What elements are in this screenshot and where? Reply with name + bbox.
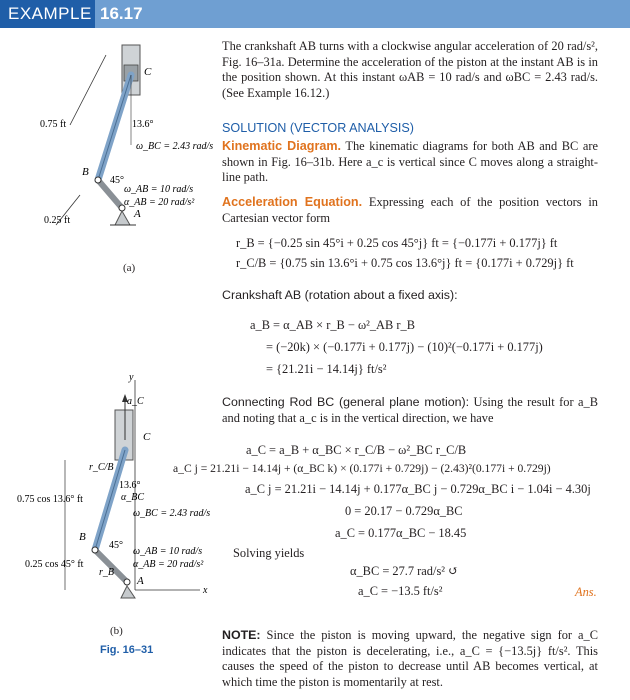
rod-heading: Connecting Rod BC (general plane motion): — [222, 395, 470, 409]
a-label-len-bc: 0.75 ft — [40, 119, 67, 130]
kinematic-heading: Kinematic Diagram. — [222, 139, 342, 153]
eq-rCB: r_C/B = {0.75 sin 13.6°i + 0.75 cos 13.6°j} ft = {0.177i + 0.729j} ft — [236, 256, 574, 270]
a-label-alpha-ab: α_AB = 20 rad/s² — [124, 197, 195, 208]
b-label-dim2: 0.25 cos 45° ft — [25, 559, 84, 570]
a-label-len-ab: 0.25 ft — [44, 215, 71, 226]
example-tag: EXAMPLE — [0, 0, 95, 28]
answer-mark: Ans. — [575, 585, 597, 599]
eq-aC-1: a_C = a_B + α_BC × r_C/B − ω²_BC r_C/B — [246, 443, 467, 457]
acceleration-text: Expressing each of the position vectors in Cartesian vector form — [222, 195, 598, 225]
rod-text: Using the result for a_B and noting that a_c is in the vertical direction, we have — [222, 395, 598, 425]
example-number: 16.17 — [100, 4, 143, 23]
b-label-rcb: r_C/B — [89, 462, 114, 473]
figure-a — [40, 35, 220, 265]
pin-b-b — [92, 547, 98, 553]
figure-a-label: (a) — [123, 262, 136, 274]
b-label-rb: r_B — [99, 567, 114, 578]
b-label-x: x — [203, 585, 208, 596]
note-text: Since the piston is moving upward, the negative sign for a_C indicates that the piston is decelerating, i.e., a_C = {−13.5j} ft/s². This causes the speed of the piston to decrease until AB becomes vertical, at which time the piston is momentarily at rest. — [222, 628, 598, 689]
b-label-angle: 13.6° — [119, 480, 141, 491]
result-ac: a_C = −13.5 ft/s² — [358, 584, 443, 598]
b-label-y: y — [129, 372, 134, 383]
eq-aC-3: a_C j = 21.21i − 14.14j + 0.177α_BC j − 0.729α_BC i − 1.04i − 4.30j — [245, 482, 591, 496]
b-label-B: B — [79, 531, 86, 543]
b-label-alpha-bc: α_BC — [121, 492, 145, 503]
solving-label: Solving yields — [233, 546, 305, 560]
b-label-dim1: 0.75 cos 13.6° ft — [17, 494, 83, 505]
a-label-omega-ab: ω_AB = 10 rad/s — [124, 184, 194, 195]
b-label-ac: a_C — [127, 396, 144, 407]
a-label-45: 45° — [110, 175, 124, 186]
figure-caption: Fig. 16–31 — [100, 644, 154, 656]
eq-rB: r_B = {−0.25 sin 45°i + 0.25 cos 45°j} ft = {−0.177i + 0.177j} ft — [236, 236, 558, 250]
eq-aC-2: a_C j = 21.21i − 14.14j + (α_BC k) × (0.177i + 0.729j) − (2.43)²(0.177i + 0.729j) — [173, 462, 551, 475]
eq-aB-3: = {21.21i − 14.14j} ft/s² — [266, 362, 387, 376]
b-label-omega-bc: ω_BC = 2.43 rad/s — [133, 508, 211, 519]
a-label-B: B — [82, 166, 89, 178]
note-label: NOTE: — [222, 628, 261, 642]
eq-aB-1: a_B = α_AB × r_B − ω²_AB r_B — [250, 318, 415, 332]
figure-b-label: (b) — [110, 625, 123, 637]
crankshaft-heading: Crankshaft AB (rotation about a fixed axis): — [222, 288, 458, 302]
result-alpha: α_BC = 27.7 rad/s² ↺ — [350, 564, 459, 578]
kinematic-text: The kinematic diagrams for both AB and BC are shown in Fig. 16–31b. Here a_c is vertical since C moves along a straight-line path. — [222, 139, 598, 184]
b-label-alpha-ab: α_AB = 20 rad/s² — [133, 559, 204, 570]
b-label-C: C — [143, 431, 151, 443]
pin-a-b — [124, 579, 130, 585]
b-label-45: 45° — [109, 540, 123, 551]
a-label-C: C — [144, 66, 152, 78]
pin-b-a — [95, 177, 101, 183]
a-label-omega-bc: ω_BC = 2.43 rad/s — [136, 141, 214, 152]
acceleration-heading: Acceleration Equation. — [222, 195, 363, 209]
acceleration-paragraph — [222, 195, 598, 226]
note-paragraph — [222, 628, 598, 690]
problem-statement: The crankshaft AB turns with a clockwise angular acceleration of 20 rad/s², Fig. 16–31a. Determine the acceleration of the piston at the instant AB is in the position shown. At this instant ωAB = 10 rad/s and ωBC = 2.43 rad/s. (See Example 16.12.) — [222, 39, 598, 100]
eq-aC-4: 0 = 20.17 − 0.729α_BC — [345, 504, 463, 518]
figure-b — [15, 370, 215, 610]
rod-paragraph — [222, 395, 598, 426]
b-label-omega-ab: ω_AB = 10 rad/s — [133, 546, 203, 557]
a-label-A: A — [134, 208, 141, 220]
solution-title: SOLUTION (VECTOR ANALYSIS) — [222, 121, 414, 135]
kinematic-paragraph — [222, 139, 598, 186]
a-label-angle: 13.6° — [132, 119, 154, 130]
support-b — [121, 586, 135, 598]
b-label-A: A — [137, 575, 144, 587]
eq-aB-2: = (−20k) × (−0.177i + 0.177j) − (10)²(−0.177i + 0.177j) — [266, 340, 543, 354]
eq-aC-5: a_C = 0.177α_BC − 18.45 — [335, 526, 467, 540]
support-a — [115, 211, 130, 225]
